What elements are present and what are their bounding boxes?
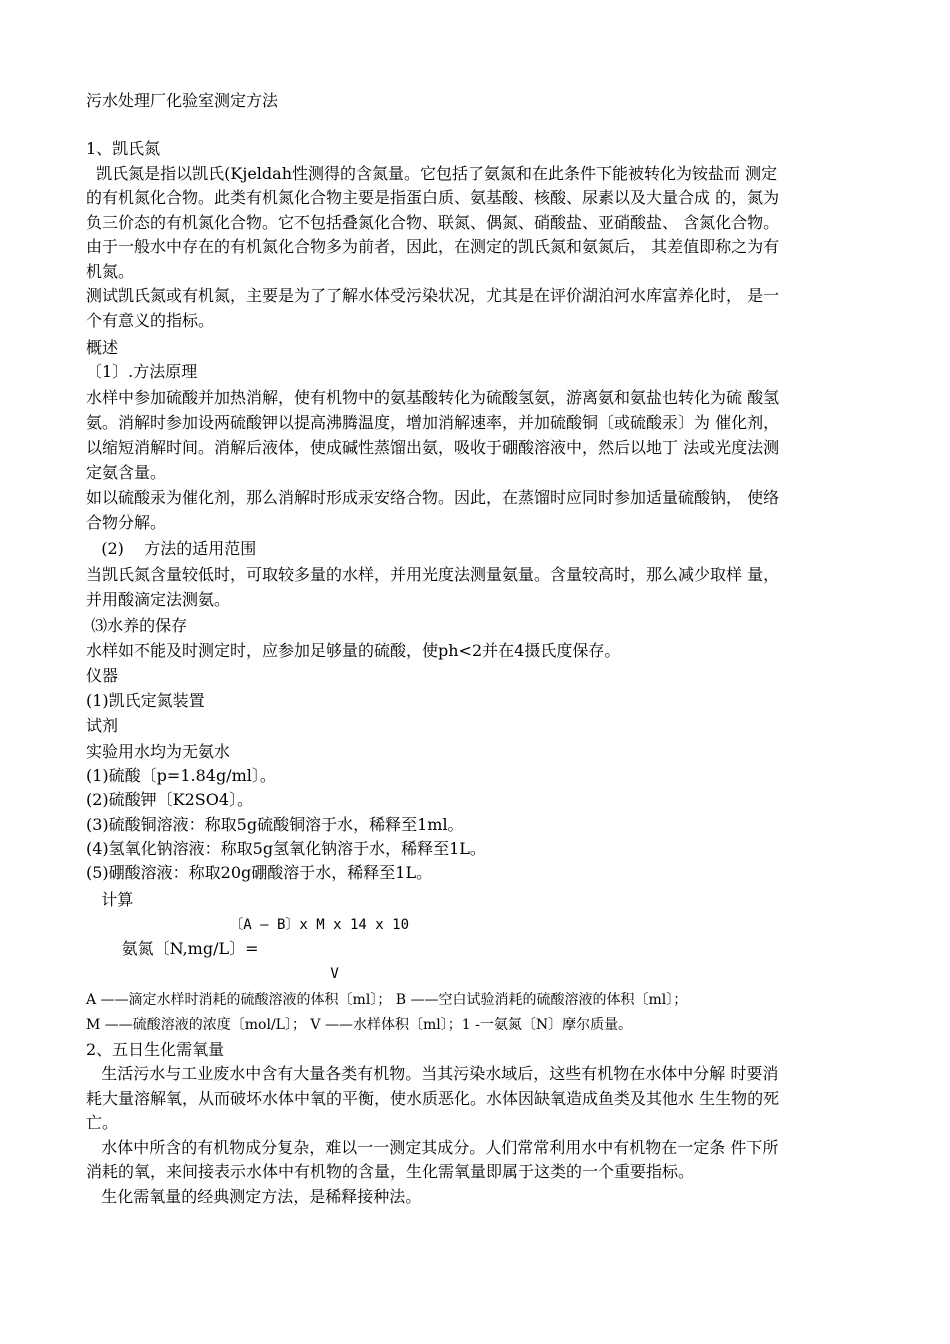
subheading: 〔1〕.方法原理 [86, 362, 198, 381]
paragraph-line: 机氮。 [86, 262, 135, 281]
paragraph-line: 凯氏氮是指以凯氏(Kjeldah性测得的含氮量。它包括了氨氮和在此条件下能被转化为铵盐而 测定 [86, 164, 778, 183]
list-item: (2)硫酸钾〔K2SO4〕。 [86, 790, 254, 809]
document-title: 污水处理厂化验室测定方法 [86, 91, 279, 110]
subheading: ⑶水养的保存 [86, 616, 188, 635]
paragraph-line: 由于一般水中存在的有机氮化合物多为前者，因此，在测定的凯氏氮和氨氮后， 其差值即称之为有 [86, 237, 780, 256]
formula-label: 氨氮〔N,mg/L〕= [86, 939, 259, 958]
paragraph-line: 实验用水均为无氨水 [86, 742, 231, 761]
paragraph-line: 测试凯氏氮或有机氮，主要是为了了解水体受污染状况，尤其是在评价湖泊河水库富养化时， 是一 [86, 286, 780, 305]
paragraph-line: 负三价态的有机氮化合物。它不包括叠氮化合物、联氮、偶氮、硝酸盐、亚硝酸盐、 含氮化合物。 [86, 213, 780, 232]
paragraph-line: 水体中所含的有机物成分复杂，难以一一测定其成分。人们常常利用水中有机物在一定条 件下所 [86, 1138, 779, 1157]
paragraph-line: 定氨含量。 [86, 463, 167, 482]
subheading: 概述 [86, 338, 119, 357]
paragraph-line: 合物分解。 [86, 513, 167, 532]
paragraph-line: 水样中参加硫酸并加热消解，使有机物中的氨基酸转化为硫酸氢氨，游离氨和氨盐也转化为硫 酸氢 [86, 388, 780, 407]
list-item: (1)硫酸〔p=1.84g/ml〕。 [86, 766, 276, 785]
formula-legend: A ——滴定水样时消耗的硫酸溶液的体积〔ml〕； B ——空白试验消耗的硫酸溶液的体积〔ml〕； [86, 992, 688, 1008]
paragraph-line: 氨。消解时参加设两硫酸钾以提高沸腾温度，增加消解速率，并加硫酸铜〔或硫酸汞〕为 催化剂， [86, 413, 780, 432]
paragraph-line: 亡。 [86, 1113, 119, 1132]
formula-numerator: 〔A — B〕x M x 14 x 10 [86, 917, 410, 933]
paragraph-line: 的有机氮化合物。此类有机氮化合物主要是指蛋白质、氨基酸、核酸、尿素以及大量合成 的，氮为 [86, 188, 780, 207]
list-item: (5)硼酸溶液：称取20g硼酸溶于水，稀释至1L。 [86, 863, 433, 882]
paragraph-line: 如以硫酸汞为催化剂，那么消解时形成汞安络合物。因此，在蒸馏时应同时参加适量硫酸钠， 使络 [86, 488, 780, 507]
paragraph-line: 生活污水与工业废水中含有大量各类有机物。当其污染水域后，这些有机物在水体中分解 时要消 [86, 1064, 779, 1083]
list-item: (1)凯氏定氮装置 [86, 691, 205, 710]
paragraph-line: 耗大量溶解氧，从而破坏水体中氧的平衡，使水质恶化。水体因缺氧造成鱼类及其他水 生生物的死 [86, 1089, 780, 1108]
paragraph-line: 并用酸滴定法测氨。 [86, 590, 231, 609]
formula-legend: M ——硫酸溶液的浓度〔mol/L〕； V ——水样体积〔ml〕；1 -一氨氮〔N〕摩尔质量。 [86, 1017, 633, 1033]
formula-denominator: V [86, 966, 339, 982]
list-item: (4)氢氧化钠溶液：称取5g氢氧化钠溶于水，稀释至1L。 [86, 839, 486, 858]
paragraph-line: 水样如不能及时测定时，应参加足够量的硫酸，使ph<2并在4摄氏度保存。 [86, 641, 621, 660]
paragraph-line: 当凯氏氮含量较低时，可取较多量的水样，并用光度法测量氨量。含量较高时，那么减少取样 量， [86, 565, 780, 584]
paragraph-line: 生化需氧量的经典测定方法，是稀释接种法。 [86, 1187, 422, 1206]
subheading: 试剂 [86, 716, 119, 735]
section-heading: 2、五日生化需氧量 [86, 1040, 225, 1059]
list-item: (3)硫酸铜溶液：称取5g硫酸铜溶于水，稀释至1ml。 [86, 815, 464, 834]
paragraph-line: 以缩短消解时间。消解后液体，使成碱性蒸馏出氨，吸收于硼酸溶液中，然后以地丁 法或光度法测 [86, 438, 780, 457]
paragraph-line: 个有意义的指标。 [86, 311, 215, 330]
subheading: 计算 [86, 890, 134, 909]
subheading: 仪器 [86, 666, 119, 685]
subheading: (2) 方法的适用范围 [86, 539, 257, 558]
paragraph-line: 消耗的氧，来间接表示水体中有机物的含量，生化需氧量即属于这类的一个重要指标。 [86, 1162, 695, 1181]
section-heading: 1、凯氏氮 [86, 139, 161, 158]
